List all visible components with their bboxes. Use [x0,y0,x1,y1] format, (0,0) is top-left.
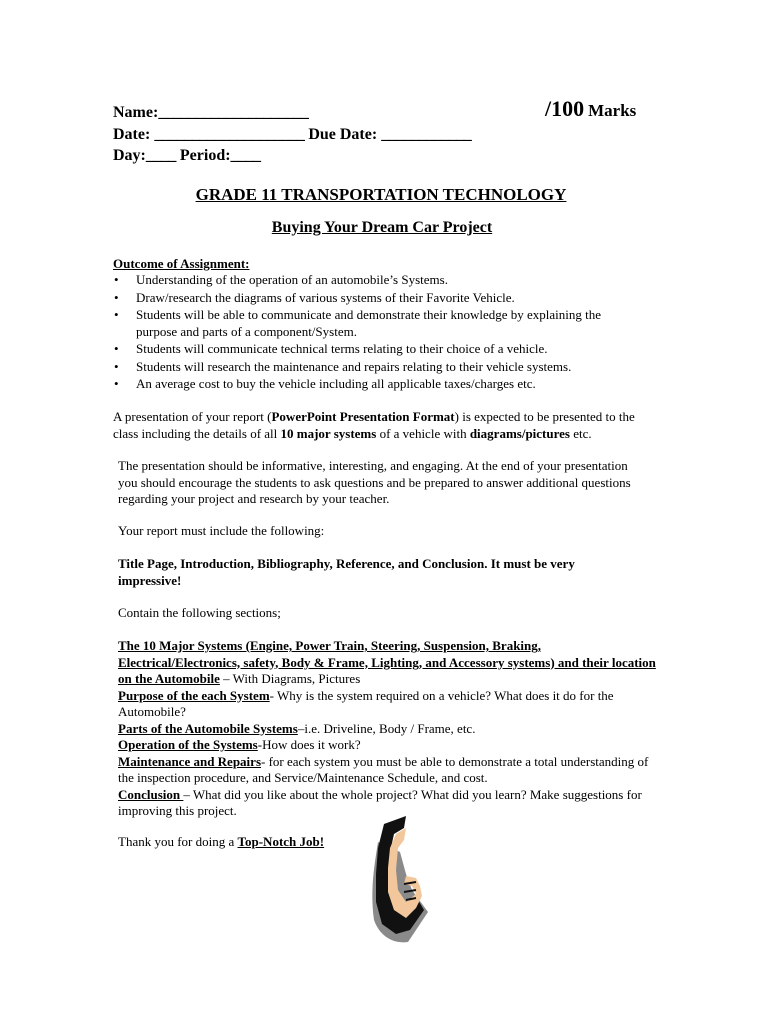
thanks-text: Thank you for doing a [118,834,238,849]
section-text: -How does it work? [257,737,361,752]
text-run-bold: PowerPoint Presentation Format [271,409,455,424]
day-blank[interactable]: ____ [145,147,176,164]
date-line [113,124,471,145]
sections-list [118,638,663,820]
section-operation [118,737,663,754]
bullet-icon: • [114,307,119,322]
thumbs-up-hand-icon [360,812,440,952]
list-item [113,290,643,307]
text-run-bold: diagrams/pictures [469,425,570,441]
section-text: – What did you like about the whole project? What did you learn? Make suggestions for improving this project. [118,786,642,818]
outcome-item-text: Students will communicate technical terms relating to their choice of a vehicle. [136,341,548,356]
course-title: GRADE 11 TRANSPORTATION TECHNOLOGY [195,185,567,204]
list-item [113,307,643,340]
list-item [113,341,643,358]
section-text: –i.e. Driveline, Body / Frame, etc. [297,720,476,736]
section-major-systems [118,638,663,688]
due-date-blank[interactable]: ____________ [381,126,472,143]
section-text: - Why is the system required on a vehicle? What does it do for the Automobile? [118,687,614,719]
text-run: ) is expected to be presented to the class including the details of all [113,409,635,441]
section-heading: Conclusion [118,786,184,802]
period-label: Period: [179,147,231,164]
section-purpose [118,688,663,721]
marks-label: Marks [588,101,637,120]
bullet-icon: • [114,341,119,356]
list-item [113,376,643,393]
date-label: Date: [113,126,151,143]
bullet-icon: • [114,289,119,305]
outcome-item-text: Understanding of the operation of an automobile’s Systems. [136,272,448,287]
section-text: - for each system you must be able to demonstrate a total understanding of the inspection procedure, and Service/Maintenance Schedule, and cost. [118,753,649,785]
bullet-icon: • [114,272,119,287]
project-title: Buying Your Dream Car Project [271,219,493,236]
section-parts [118,721,663,738]
bullet-icon: • [114,376,119,391]
day-label: Day: [113,147,146,164]
outcome-item-text: Draw/research the diagrams of various systems of their Favorite Vehicle. [136,289,515,305]
thanks-emphasis: Top-Notch Job! [237,834,325,849]
sections-intro: Contain the following sections; [118,605,281,620]
section-heading: Purpose of the each System [118,687,270,703]
text-run: A presentation of your report ( [113,409,272,424]
text-run-bold: 10 major systems [280,425,377,441]
marks-total [545,96,636,122]
engagement-paragraph: The presentation should be informative, interesting, and engaging. At the end of your presentation you should encourage the students to ask questions and be prepared to answer additional questions regarding your project and research by your teacher. [118,458,631,506]
outcome-item-text: Students will research the maintenance and repairs relating to their vehicle systems. [136,358,572,374]
name-label: Name: [113,104,159,121]
section-heading: Operation of the Systems [118,737,258,752]
requirements-intro: Your report must include the following: [118,523,325,538]
section-maintenance [118,754,663,787]
outcome-item-text: An average cost to buy the vehicle including all applicable taxes/charges etc. [136,376,536,391]
outcome-list [113,272,643,394]
marks-value: /100 [545,96,585,121]
name-line [113,102,308,123]
outcome-heading: Outcome of Assignment: [113,256,250,271]
required-parts-paragraph: Title Page, Introduction, Bibliography, Reference, and Conclusion. It must be very impressive! [118,556,575,588]
section-heading: Maintenance and Repairs [118,753,261,769]
text-run: etc. [569,425,592,441]
bullet-icon: • [114,358,119,374]
section-text: – With Diagrams, Pictures [219,671,361,686]
outcome-item-text: Students will be able to communicate and demonstrate their knowledge by explaining the purpose and parts of a component/System. [136,307,601,339]
list-item [113,359,643,376]
name-blank[interactable]: ____________________ [158,104,309,121]
date-blank[interactable]: ____________________ [154,126,305,143]
section-heading: Parts of the Automobile Systems [118,720,298,736]
period-blank[interactable]: ____ [230,147,261,164]
presentation-paragraph [113,409,653,442]
section-heading: The 10 Major Systems (Engine, Power Train, Steering, Suspension, Braking, Electrical/Electronics, safety, Body & Frame, Lighting, and Accessory systems) and their location on the Automobile [118,638,656,686]
day-period-line [113,145,261,166]
text-run: of a vehicle with [376,425,470,441]
due-date-label: Due Date: [308,126,378,143]
list-item [113,272,643,289]
